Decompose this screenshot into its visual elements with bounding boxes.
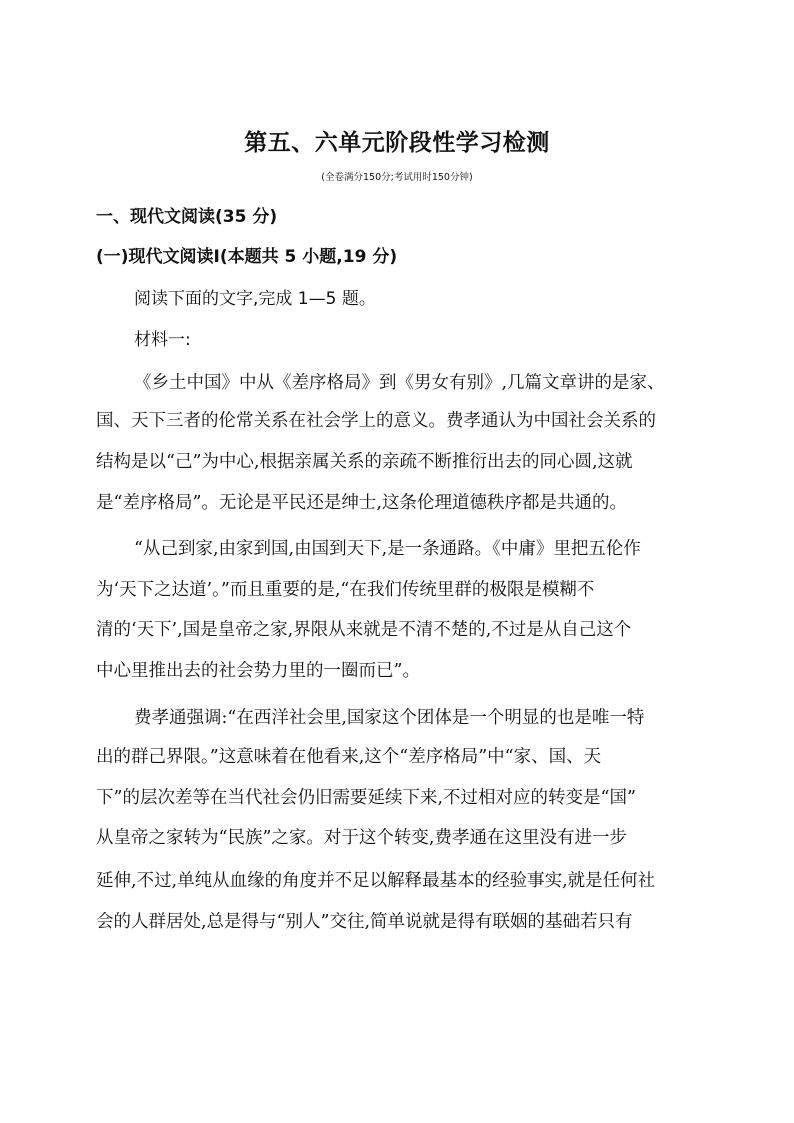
paragraph-3-line-4: 从皇帝之家转为“民族”之家。对于这个转变,费孝通在这里没有进一步 [96, 828, 627, 848]
paragraph-1-line-1: 《乡土中国》中从《差序格局》到《男女有别》,几篇文章讲的是家、 [134, 373, 665, 393]
paragraph-2-line-1: “从己到家,由家到国,由国到天下,是一条通路。《中庸》里把五伦作 [134, 539, 641, 559]
paragraph-3-line-5: 延伸,不过,单纯从血缘的角度并不足以解释最基本的经验事实,就是任何社 [96, 871, 656, 891]
paragraph-1-line-3: 结构是以“己”为中心,根据亲属关系的亲疏不断推衍出去的同心圆,这就 [96, 452, 633, 472]
material-label: 材料一: [134, 330, 191, 350]
paragraph-2-line-3: 清的‘天下’,国是皇帝之家,界限从来就是不清不楚的,不过是从自己这个 [96, 620, 632, 640]
section-heading: 一、现代文阅读(35 分) [96, 207, 278, 227]
paragraph-2-line-2: 为‘天下之达道’。”而且重要的是,“在我们传统里群的极限是模糊不 [96, 580, 595, 600]
page-title: 第五、六单元阶段性学习检测 [244, 130, 550, 156]
paragraph-2-line-4: 中心里推出去的社会势力里的一圈而已”。 [96, 661, 420, 681]
paragraph-1-line-2: 国、天下三者的伦常关系在社会学上的意义。费孝通认为中国社会关系的 [96, 411, 656, 431]
paragraph-3-line-6: 会的人群居处,总是得与“别人”交往,简单说就是得有联姻的基础若只有 [96, 912, 633, 932]
paragraph-3-line-3: 下”的层次差等在当代社会仍旧需要延续下来,不过相对应的转变是“国” [96, 788, 636, 808]
paragraph-3-line-1: 费孝通强调:“在西洋社会里,国家这个团体是一个明显的也是唯一特 [134, 708, 645, 728]
paragraph-3-line-2: 出的群己界限。”这意味着在他看来,这个“差序格局”中“家、国、天 [96, 747, 602, 767]
exam-info-subtitle: (全卷满分150分;考试用时150分钟) [321, 172, 473, 183]
instruction-text: 阅读下面的文字,完成 1—5 题。 [134, 289, 376, 309]
paragraph-1-line-4: 是“差序格局”。无论是平民还是绅士,这条伦理道德秩序都是共通的。 [96, 493, 627, 513]
subsection-heading: (一)现代文阅读Ⅰ(本题共 5 小题,19 分) [96, 247, 398, 267]
